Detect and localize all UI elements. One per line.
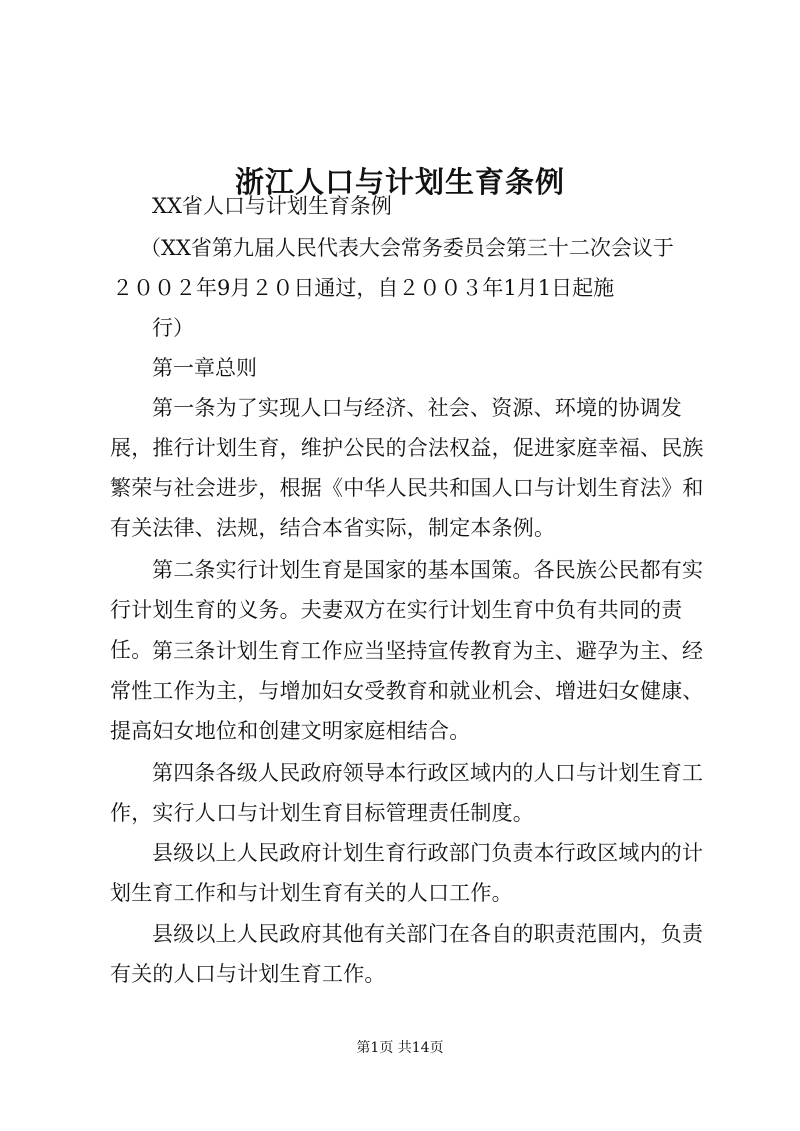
chapter-heading: 第一章总则 [152,356,257,380]
article-paragraph: 县级以上人民政府计划生育行政部门负责本行政区域内的计划生育工作和与计划生育有关的人口工作。 [110,841,704,905]
article-paragraph: 第三条计划生育工作应当坚持宣传教育为主、避孕为主、经常性工作为主，与增加妇女受教育和就业机会、增进妇女健康、提高妇女地位和创建文明家庭相结合。 [110,639,704,743]
page-title: 浙江人口与计划生育条例 [234,165,565,200]
article-paragraph: 第四条各级人民政府领导本行政区域内的人口与计划生育工作，实行人口与计划生育目标管理责任制度。 [110,761,704,825]
article-paragraph: 第一条为了实现人口与经济、社会、资源、环境的协调发展，推行计划生育，维护公民的合法权益，促进家庭幸福、民族繁荣与社会进步，根据《中华人民共和国人口与计划生育法》和有关法律、法规，结合本省实际，制定本条例。 [110,396,704,540]
article-paragraph: 第二条实行计划生育是国家的基本国策。各民族公民都有实行计划生育的义务。夫妻双方在实行计划生育中负有共同的责任。 [110,558,704,662]
page-number-footer: 第1页 共14页 [356,1040,444,1056]
enactment-note-line-1: （XX省第九届人民代表大会常务委员会第三十二次会议于 [140,236,674,260]
enactment-note-line-3: 行） [152,316,194,340]
document-subtitle: XX省人口与计划生育条例 [152,194,392,218]
enactment-note-line-2: ２００２年9月２０日通过，自２００３年1月1日起施 [112,276,615,300]
article-paragraph: 县级以上人民政府其他有关部门在各自的职责范围内，负责有关的人口与计划生育工作。 [110,922,704,986]
